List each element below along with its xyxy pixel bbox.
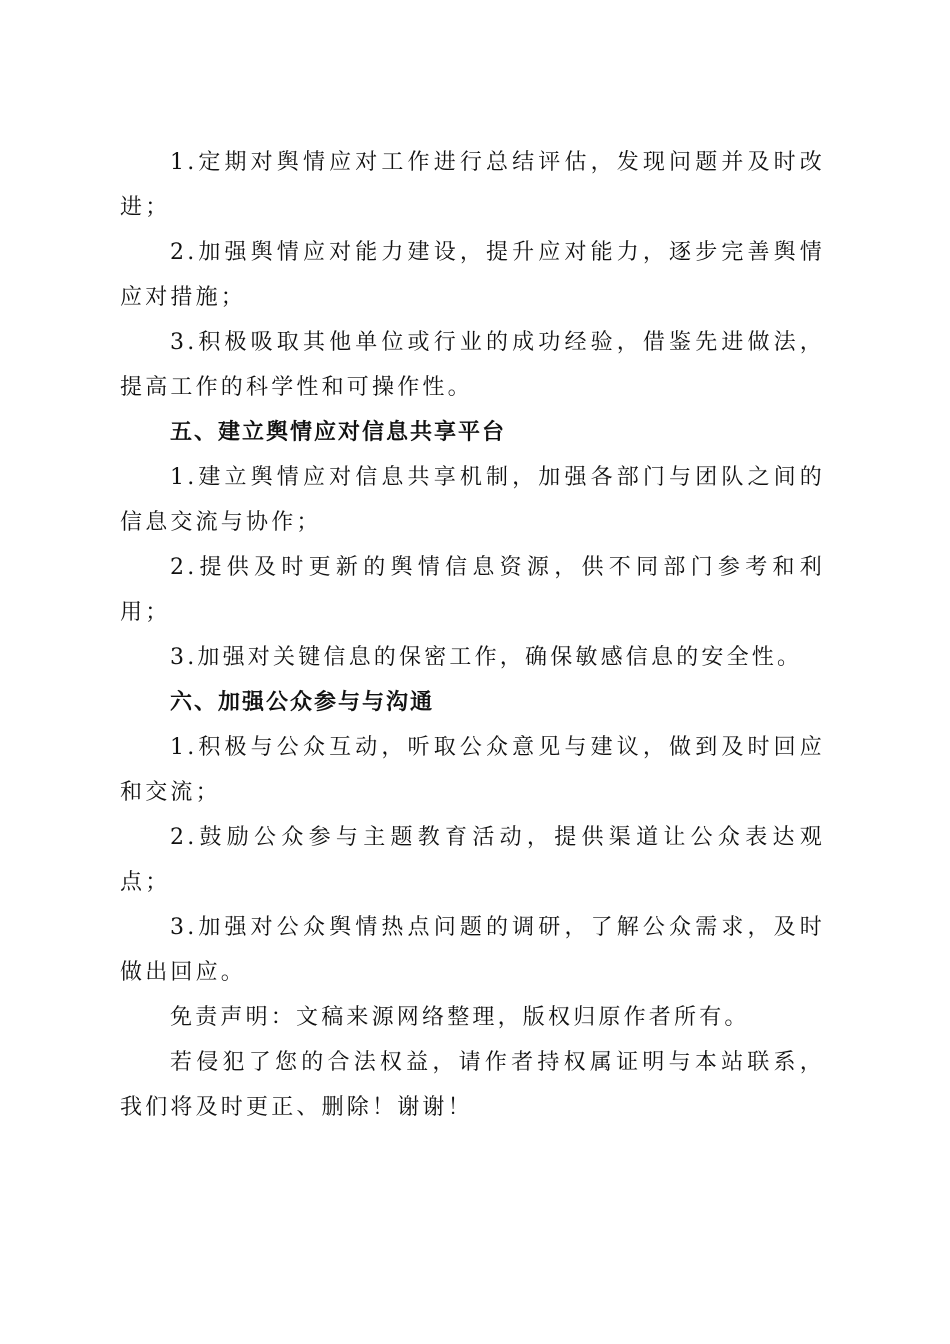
para-public-1: 1.积极与公众互动，听取公众意见与建议，做到及时回应和交流；	[120, 735, 825, 805]
heading-section-5: 五、建立舆情应对信息共享平台	[170, 420, 507, 445]
para-contact: 若侵犯了您的合法权益，请作者持权属证明与本站联系，我们将及时更正、删除！谢谢！	[120, 1050, 825, 1120]
heading-section-6: 六、加强公众参与与沟通	[170, 690, 435, 715]
para-sharing-1: 1.建立舆情应对信息共享机制，加强各部门与团队之间的信息交流与协作；	[120, 465, 825, 535]
para-public-3: 3.加强对公众舆情热点问题的调研，了解公众需求，及时做出回应。	[120, 915, 825, 985]
para-review-1: 1.定期对舆情应对工作进行总结评估，发现问题并及时改进；	[120, 150, 825, 220]
para-review-3: 3.积极吸取其他单位或行业的成功经验，借鉴先进做法，提高工作的科学性和可操作性。	[120, 330, 825, 400]
para-review-2: 2.加强舆情应对能力建设，提升应对能力，逐步完善舆情应对措施；	[120, 240, 825, 310]
document-body	[120, 140, 825, 1130]
para-sharing-2: 2.提供及时更新的舆情信息资源，供不同部门参考和利用；	[120, 555, 825, 625]
para-disclaimer: 免责声明：文稿来源网络整理，版权归原作者所有。	[170, 1005, 750, 1030]
para-public-2: 2.鼓励公众参与主题教育活动，提供渠道让公众表达观点；	[120, 825, 825, 895]
para-sharing-3: 3.加强对关键信息的保密工作，确保敏感信息的安全性。	[170, 645, 803, 670]
